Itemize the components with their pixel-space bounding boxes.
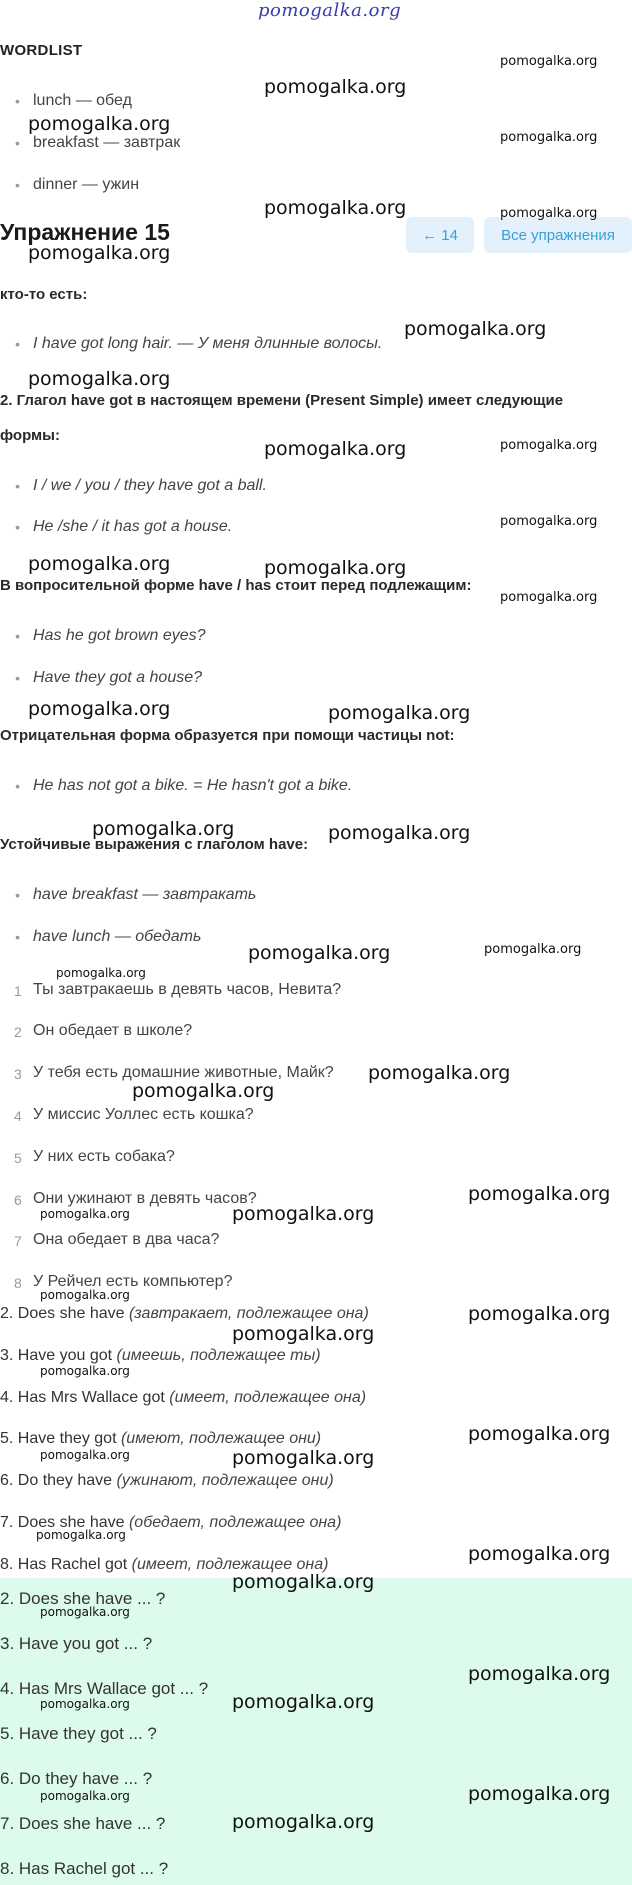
watermark: pomogalka.org <box>40 1605 130 1619</box>
final-answer: 3. Have you got ... ? <box>0 1634 153 1653</box>
answer-note: (обедает, подлежащее она) <box>128 1514 342 1531</box>
watermark: pomogalka.org <box>40 1448 130 1462</box>
rule-text: В вопросительной форме have / has стоит перед подлежащим: <box>0 577 472 594</box>
example-item: • Has he got brown eyes? <box>33 627 206 645</box>
example-item: • have lunch — обедать <box>33 928 201 946</box>
example-item: • Have they got a house? <box>33 669 202 687</box>
watermark: pomogalka.org <box>56 966 146 980</box>
answer-note: (имеет, подлежащее она) <box>169 1389 367 1406</box>
rule-text: Устойчивые выражения с глаголом have: <box>0 836 309 853</box>
example-item: • I have got long hair. — У меня длинные волосы. <box>33 335 382 353</box>
watermark: pomogalka.org <box>468 1783 611 1805</box>
watermark: pomogalka.org <box>232 1323 375 1345</box>
final-answer: 4. Has Mrs Wallace got ... ? <box>0 1679 209 1698</box>
watermark: pomogalka.org <box>232 1571 375 1593</box>
watermark: pomogalka.org <box>328 822 471 844</box>
sentence-text: Он обедает в школе? <box>33 1022 193 1039</box>
watermark: pomogalka.org <box>264 557 407 579</box>
sentence-text: Ты завтракаешь в девять часов, Невита? <box>33 981 342 998</box>
watermark: pomogalka.org <box>468 1423 611 1445</box>
watermark: pomogalka.org <box>404 318 547 340</box>
watermark: pomogalka.org <box>40 1697 130 1711</box>
watermark: pomogalka.org <box>232 1811 375 1833</box>
example-item: • He has not got a bike. = He hasn't got a bike. <box>33 777 352 795</box>
sentence-text: У них есть собака? <box>33 1148 175 1165</box>
sentence-number: 8 <box>14 1275 22 1291</box>
answer-item <box>0 1430 321 1448</box>
watermark: pomogalka.org <box>232 1447 375 1469</box>
answer-lead: 8. Has Rachel got <box>0 1556 132 1573</box>
wordlist-item: • dinner — ужин <box>33 176 139 194</box>
answer-lead: 3. Have you got <box>0 1347 117 1364</box>
sentence-number: 3 <box>14 1066 22 1082</box>
sentence-text: Они ужинают в девять часов? <box>33 1190 257 1207</box>
sentence-text: У тебя есть домашние животные, Майк? <box>33 1064 334 1081</box>
final-answer: 2. Does she have ... ? <box>0 1589 166 1608</box>
rule-text: кто-то есть: <box>0 286 88 303</box>
all-exercises-button[interactable]: Все упражнения <box>484 217 632 253</box>
watermark: pomogalka.org <box>28 242 171 264</box>
watermark: pomogalka.org <box>92 818 235 840</box>
exercise-title: Упражнение 15 <box>0 219 170 245</box>
sentence-number: 6 <box>14 1192 22 1208</box>
final-answer: 6. Do they have ... ? <box>0 1769 153 1788</box>
watermark: pomogalka.org <box>264 76 407 98</box>
wordlist-title: WORDLIST <box>0 42 83 59</box>
watermark: pomogalka.org <box>468 1543 611 1565</box>
watermark: pomogalka.org <box>28 113 171 135</box>
wordlist-item: • lunch — обед <box>33 92 132 110</box>
watermark: pomogalka.org <box>500 206 598 221</box>
answer-note: (завтракает, подлежащее она) <box>128 1305 369 1322</box>
answer-lead: 5. Have they got <box>0 1430 121 1447</box>
watermark: pomogalka.org <box>484 942 582 957</box>
watermark: pomogalka.org <box>232 1203 375 1225</box>
sentence-text: У миссис Уоллес есть кошка? <box>33 1106 254 1123</box>
watermark: pomogalka.org <box>500 54 598 69</box>
watermark: pomogalka.org <box>36 1528 126 1542</box>
answer-note: (имеет, подлежащее она) <box>131 1556 329 1573</box>
site-logo[interactable]: pomogalka.org <box>258 0 402 21</box>
example-item: • He /she / it has got a house. <box>33 518 232 536</box>
answer-note: (имеют, подлежащее они) <box>120 1430 322 1447</box>
watermark: pomogalka.org <box>40 1288 130 1302</box>
sentence-number: 2 <box>14 1024 22 1040</box>
answer-item <box>0 1347 321 1365</box>
final-answer: 8. Has Rachel got ... ? <box>0 1859 169 1878</box>
watermark: pomogalka.org <box>500 438 598 453</box>
sentence-number: 1 <box>14 983 22 999</box>
watermark: pomogalka.org <box>28 368 171 390</box>
rule-text: Отрицательная форма образуется при помощи частицы not: <box>0 727 455 744</box>
sentence-number: 7 <box>14 1233 22 1249</box>
answer-note: (имеешь, подлежащее ты) <box>116 1347 321 1364</box>
sentence-number: 4 <box>14 1108 22 1124</box>
watermark: pomogalka.org <box>28 553 171 575</box>
sentence-text: У Рейчел есть компьютер? <box>33 1273 233 1290</box>
final-answer: 5. Have they got ... ? <box>0 1724 157 1743</box>
watermark: pomogalka.org <box>28 698 171 720</box>
watermark: pomogalka.org <box>40 1207 130 1221</box>
answer-lead: 2. Does she have <box>0 1305 129 1322</box>
answer-note: (ужинают, подлежащее они) <box>116 1472 334 1489</box>
watermark: pomogalka.org <box>264 197 407 219</box>
rule-text: 2. Глагол have got в настоящем времени (Present Simple) имеет следующие <box>0 392 564 409</box>
wordlist-item: • breakfast — завтрак <box>33 134 180 152</box>
watermark: pomogalka.org <box>468 1303 611 1325</box>
watermark: pomogalka.org <box>40 1364 130 1378</box>
answer-lead: 7. Does she have <box>0 1514 129 1531</box>
example-item: • have breakfast — завтракать <box>33 886 256 904</box>
watermark: pomogalka.org <box>468 1663 611 1685</box>
watermark: pomogalka.org <box>132 1080 275 1102</box>
watermark: pomogalka.org <box>40 1789 130 1803</box>
watermark: pomogalka.org <box>264 438 407 460</box>
answer-lead: 6. Do they have <box>0 1472 117 1489</box>
watermark: pomogalka.org <box>468 1183 611 1205</box>
watermark: pomogalka.org <box>248 942 391 964</box>
watermark: pomogalka.org <box>500 514 598 529</box>
watermark: pomogalka.org <box>328 702 471 724</box>
answer-item <box>0 1472 334 1490</box>
answer-lead: 4. Has Mrs Wallace got <box>0 1389 170 1406</box>
watermark: pomogalka.org <box>500 130 598 145</box>
final-answer: 7. Does she have ... ? <box>0 1814 166 1833</box>
sentence-number: 5 <box>14 1150 22 1166</box>
example-item: • I / we / you / they have got a ball. <box>33 477 267 495</box>
rule-text: формы: <box>0 427 60 444</box>
answer-item <box>0 1305 369 1323</box>
watermark: pomogalka.org <box>368 1062 511 1084</box>
sentence-text: Она обедает в два часа? <box>33 1231 220 1248</box>
prev-exercise-button[interactable]: ← 14 <box>406 217 474 253</box>
watermark: pomogalka.org <box>500 590 598 605</box>
watermark: pomogalka.org <box>232 1691 375 1713</box>
answer-item <box>0 1389 366 1407</box>
